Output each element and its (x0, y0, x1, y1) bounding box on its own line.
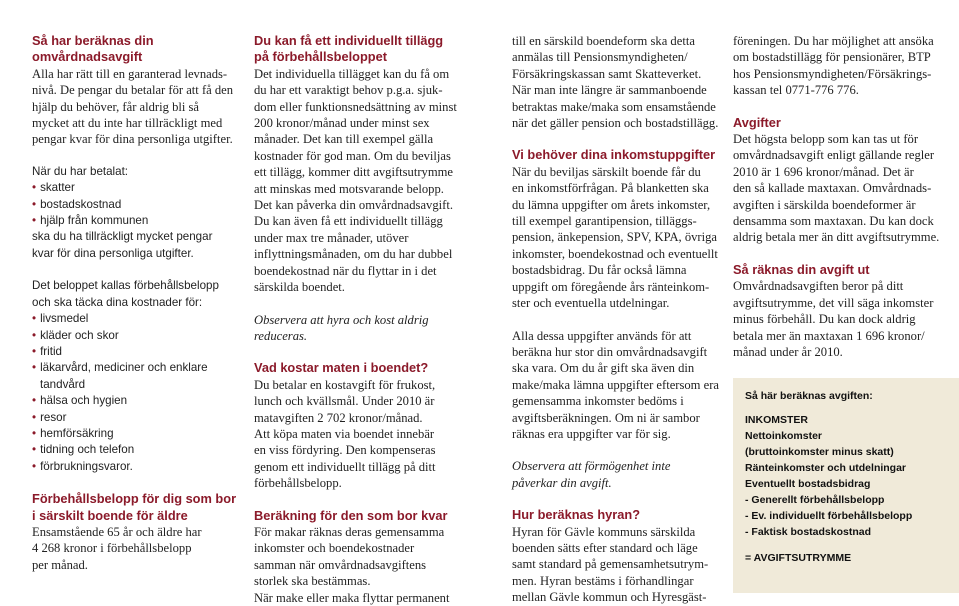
text-line: den så kallade maxtaxan. Omvårdnads- (733, 181, 932, 196)
heading-forbehallsbelopp-cont: i särskilt boende för äldre (32, 507, 188, 523)
text-line: räknas era uppgifter var för sig. (512, 426, 671, 441)
text-line: Alla dessa uppgifter används för att (512, 328, 692, 343)
text-line: kassan tel 0771-776 776. (733, 83, 859, 98)
text-line: densamma som maxtaxan. Du kan dock (733, 214, 934, 229)
calc-line: (bruttoinkomster minus skatt) (745, 446, 894, 458)
text-line: Det beloppet kallas förbehållsbelopp (32, 279, 219, 293)
avgifter-paragraph (733, 131, 955, 246)
text-line: månader. Det kan till exempel gälla (254, 132, 434, 147)
list-item: • tidning och telefon (32, 442, 237, 458)
text-line: omvårdnadsavgift enligt gällande regler (733, 148, 935, 163)
text-line: aldrig betala mer än ditt avgiftsutrymme. (733, 230, 940, 245)
calculation-box-content (745, 388, 912, 566)
berakning-paragraph (254, 524, 459, 606)
tillagg-paragraph (254, 66, 459, 296)
text-line: inflyttningsmånaden, om du har dubbel (254, 247, 453, 262)
text-line: betraktas make/maka som ensamstående (512, 99, 716, 114)
heading-individuellt-tillagg: Du kan få ett individuellt tillägg (254, 33, 444, 48)
calc-line: Eventuellt bostadsbidrag (745, 478, 871, 490)
text-line: ster och eventuella utdelningar. (512, 296, 670, 311)
heading-maten: Vad kostar maten i boendet? (254, 360, 429, 376)
heading-avgift: Så har beräknas din (32, 33, 154, 48)
text-line: förbehållsbelopp. (254, 476, 342, 491)
text-line: samman när omvårdnadsavgiftens (254, 557, 427, 572)
text-line: uppgift om föregående års räntеinkom- (512, 279, 710, 294)
text-line: 200 kronor/månad under minst sex (254, 116, 430, 131)
text-line: När du har betalat: (32, 164, 129, 178)
text-line: Omvårdnadsavgiften beror på ditt (733, 279, 904, 294)
hyran-paragraph (512, 524, 717, 606)
text-line: mellan Gävle kommun och Hyresgäst- (512, 590, 707, 605)
calc-result: = AVGIFTSUTRYMME (745, 552, 852, 564)
text-line: och ska täcka dina kostnader för: (32, 295, 203, 309)
uppgifter-paragraph (512, 328, 720, 443)
anmalan-paragraph (512, 33, 717, 131)
column-1 (32, 33, 237, 573)
reserved-list-block (32, 278, 237, 475)
text-line: lunch och kvällsmål. Under 2010 är (254, 394, 435, 409)
calculation-box-title: Så här beräknas avgiften: (745, 390, 873, 402)
text-line: reduceras. (254, 328, 308, 343)
text-line: inkomster, boendekostnad och eventuellt (512, 246, 718, 261)
text-line: Observera att förmögenhet inte (512, 459, 671, 474)
text-line: till exempel garantipension, tilläggs- (512, 214, 697, 229)
heading-hyran: Hur beräknas hyran? (512, 507, 641, 523)
elder-paragraph (32, 524, 237, 573)
calc-line: - Generellt förbehållsbelopp (745, 494, 885, 506)
text-line: hjälp du behöver, får aldrig bli så (32, 99, 200, 114)
list-item: • livsmedel (32, 311, 237, 327)
text-line: Det högsta belopp som kan tas ut för (733, 132, 919, 147)
text-line: Att köpa maten via boendet innebär (254, 426, 435, 441)
heading-avgifter: Avgifter (733, 114, 781, 130)
text-line: pension, änkepension, SPV, KPA, övriga (512, 230, 718, 245)
text-line: men. Hyran bestäms i förhandlingar (512, 573, 694, 588)
text-line: du lämna uppgifter om årets inkomster, (512, 197, 711, 212)
text-line: ett tillägg, kommer ditt avgiftsutrymme (254, 165, 454, 180)
calc-line: INKOMSTER (745, 414, 808, 426)
text-line: nivå. De pengar du betalar för att få den (32, 83, 234, 98)
text-line: När du beviljas särskilt boende får du (512, 164, 701, 179)
text-line: När make eller maka flyttar permanent (254, 590, 450, 605)
text-line: en viss fördyring. Den kompenseras (254, 443, 436, 458)
list-item: • hjälp från kommunen (32, 213, 237, 229)
text-line: avgiftsutrymme, det vill säga inkomster (733, 295, 934, 310)
intro-paragraph (32, 66, 237, 148)
list-item: • hemförsäkring (32, 426, 237, 442)
text-line: föreningen. Du har möjlighet att ansöka (733, 34, 934, 48)
list-item: • kläder och skor (32, 328, 237, 344)
heading-individuellt-tillagg-cont: på förbehållsbeloppet (254, 49, 387, 65)
text-line: till en särskild boendeform ska detta (512, 34, 695, 48)
heading-berakning: Beräkning för den som bor kvar (254, 507, 448, 523)
list-item-continuation: tandvård (40, 377, 86, 391)
list-item: • resor (32, 410, 237, 426)
text-line: storlek ska bestämmas. (254, 574, 371, 589)
text-line: boendekostnad när du flyttar in i det (254, 263, 437, 278)
text-line: en inkomstförfrågan. På blanketten ska (512, 181, 709, 196)
text-line: ska du ha tillräckligt mycket pengar (32, 230, 213, 244)
text-line: 2010 är 1 696 kronor/månad. Det är (733, 164, 914, 179)
text-line: make/maka lämna uppgifter eftersom era (512, 377, 720, 392)
text-line: avgiftsberäkningen. Om ni är sambor (512, 410, 700, 425)
hyra-note (254, 312, 459, 345)
text-line: särskilda boendet. (254, 280, 345, 295)
text-line: om bostadstillägg för pensionärer, BTP (733, 50, 931, 65)
text-line: När man inte längre är sammanboende (512, 83, 707, 98)
text-line: 4 268 kronor i förbehållsbelopp (32, 541, 192, 556)
text-line: samt standard på gemensamhetsutrym- (512, 557, 709, 572)
text-line: Hyran för Gävle kommuns särskilda (512, 524, 696, 539)
text-line: gemensamma inkomster bedöms i (512, 394, 684, 409)
text-line: matavgiften 2 702 kronor/månad. (254, 410, 423, 425)
text-line: pengar kvar för dina personliga utgifter. (32, 132, 233, 147)
text-line: Det individuella tillägget kan du få om (254, 66, 450, 81)
btp-paragraph (733, 33, 955, 99)
calc-line: - Faktisk bostadskostnad (745, 526, 872, 538)
text-line: boenden sätts efter standard och läge (512, 540, 698, 555)
text-line: Observera att hyra och kost aldrig (254, 312, 429, 327)
heading-inkomstuppgifter: Vi behöver dina inkomstuppgifter (512, 147, 716, 163)
text-line: mycket att du inte har tillräckligt med (32, 116, 223, 131)
list-item: • läkarvård, mediciner och enklare (32, 360, 237, 376)
calc-line: - Ev. individuellt förbehållsbelopp (745, 510, 913, 522)
calc-line: Nettoinkomster (745, 430, 823, 442)
text-line: kvar för dina personliga utgifter. (32, 246, 194, 260)
rakna-paragraph (733, 278, 955, 360)
list-item: • förbrukningsvaror. (32, 459, 237, 475)
text-line: att minskas med motsvarande belopp. (254, 181, 444, 196)
list-item: • skatter (32, 180, 237, 196)
text-line: du har ett varaktigt behov p.g.a. sjuk- (254, 83, 443, 98)
text-line: genom ett individuellt tillägg på ditt (254, 459, 436, 474)
text-line: månad under år 2010. (733, 344, 843, 359)
text-line: betala mer än maxtaxan 1 696 kronor/ (733, 328, 925, 343)
list-item: • bostadskostnad (32, 197, 237, 213)
column-4 (733, 33, 955, 360)
text-line: inkomster och boendekostnader (254, 541, 415, 556)
text-line: För makar räknas deras gemensamma (254, 524, 445, 539)
heading-forbehallsbelopp: Förbehållsbelopp för dig som bor (32, 491, 237, 507)
calculation-box (733, 378, 959, 593)
text-line: ska vara. Om du år gift ska även din (512, 361, 695, 376)
text-line: kostnader för god man. Om du beviljas (254, 148, 451, 163)
formogenhet-note (512, 458, 717, 491)
text-line: bostadsbidrag. Du får också lämna (512, 263, 687, 278)
text-line: anmälas till Pensionsmyndigheten/ (512, 50, 688, 65)
text-line: Försäkringskassan samt Skatteverket. (512, 66, 702, 81)
text-line: Ensamstående 65 år och äldre har (32, 524, 202, 539)
text-line: Det kan påverka din omvårdnadsavgift. (254, 198, 453, 213)
text-line: per månad. (32, 557, 88, 572)
heading-rakna-avgift: Så räknas din avgift ut (733, 261, 870, 277)
column-3 (512, 33, 720, 606)
column-2 (254, 33, 459, 606)
text-line: beräkna hur stor din omvårdnadsavgift (512, 344, 708, 359)
text-line: under max tre månader, utöver (254, 230, 409, 245)
inkomst-paragraph (512, 164, 717, 312)
text-line: Du kan även få ett individuellt tillägg (254, 214, 443, 229)
text-line: avgiften i särskilda boendeformer är (733, 197, 916, 212)
list-item: • hälsa och hygien (32, 393, 237, 409)
text-line: Alla har rätt till en garanterad levnads- (32, 66, 228, 81)
text-line: hos Pensionsmyndigheten/Försäkrings- (733, 66, 932, 81)
paid-list-block (32, 164, 237, 262)
maten-paragraph (254, 377, 459, 492)
list-item: • fritid (32, 344, 237, 360)
text-line: minus förbehåll. Du kan dock aldrig (733, 312, 916, 327)
text-line: påverkar din avgift. (512, 475, 612, 490)
text-line: när det gäller pension och bostadstillägg. (512, 116, 719, 131)
heading-avgift-cont: omvårdnadsavgift (32, 49, 143, 65)
text-line: Du betalar en kostavgift för frukost, (254, 377, 436, 392)
calc-line: Ränteinkomster och utdelningar (745, 462, 907, 474)
text-line: dom eller funktionsnedsättning av minst (254, 99, 457, 114)
